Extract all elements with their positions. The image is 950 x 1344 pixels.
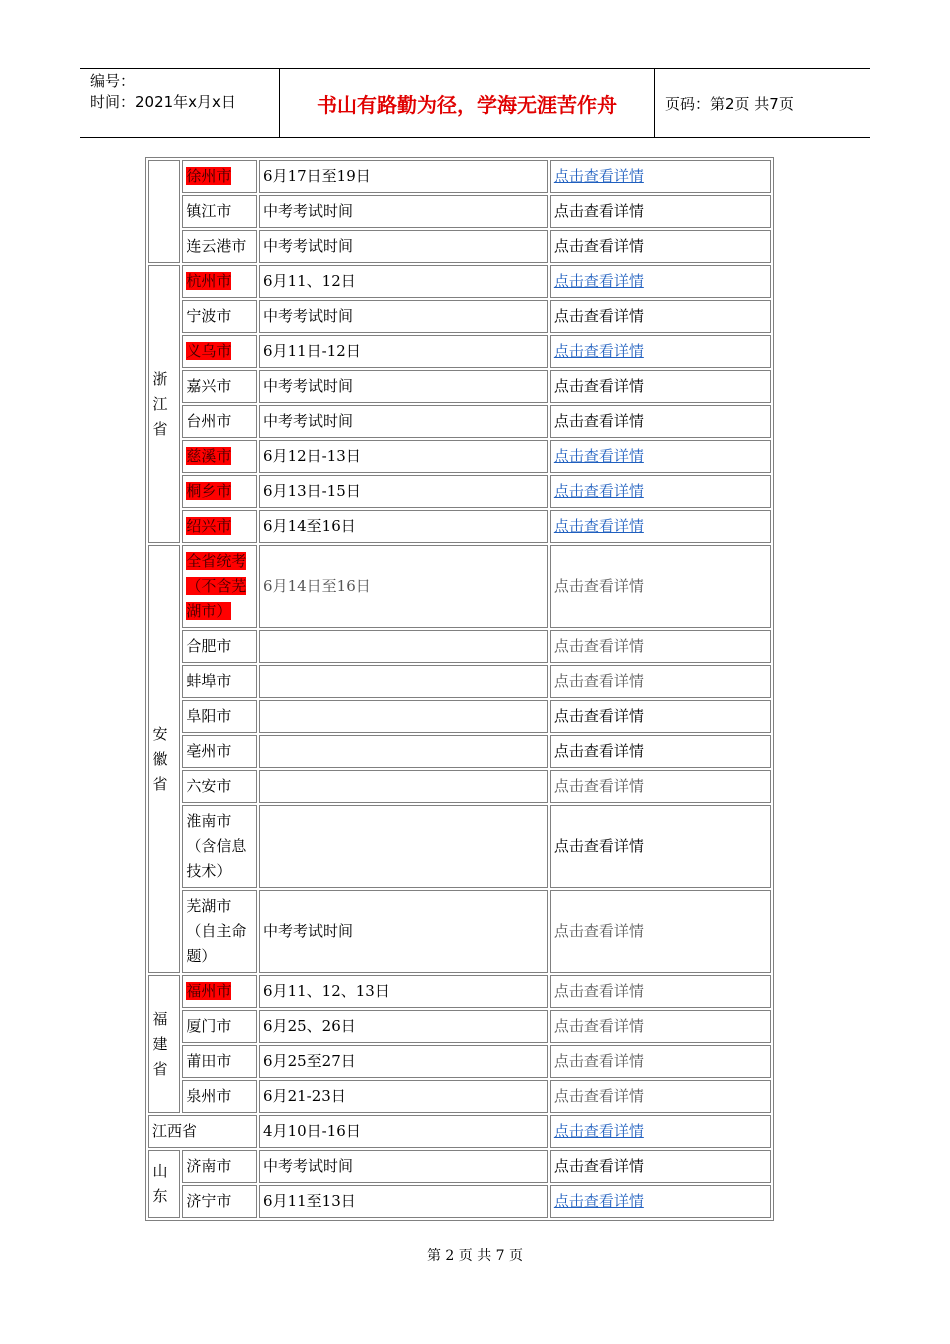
detail-cell: 点击查看详情 <box>550 1010 771 1043</box>
table-row <box>148 665 771 698</box>
city-cell <box>182 440 257 473</box>
detail-cell <box>550 510 771 543</box>
city-cell <box>182 265 257 298</box>
time-cell: 6月17日至19日 <box>259 160 548 193</box>
table-row <box>148 1045 771 1078</box>
detail-link[interactable]: 点击查看详情 <box>553 342 644 360</box>
detail-cell: 点击查看详情 <box>550 770 771 803</box>
header-motto: 书山有路勤为径，学海无涯苦作舟 <box>280 69 655 137</box>
city-cell: 连云港市 <box>182 230 257 263</box>
time-cell: 中考考试时间 <box>259 230 548 263</box>
city-cell <box>182 545 257 628</box>
time-cell: 中考考试时间 <box>259 195 548 228</box>
time-cell: 6月11至13日 <box>259 1185 548 1218</box>
city-cell: 济南市 <box>182 1150 257 1183</box>
detail-cell: 点击查看详情 <box>550 545 771 628</box>
city-cell: 淮南市（含信息技术） <box>182 805 257 888</box>
table-row <box>148 770 771 803</box>
time-cell: 中考考试时间 <box>259 405 548 438</box>
detail-cell: 点击查看详情 <box>550 370 771 403</box>
table-row <box>148 1080 771 1113</box>
province-cell <box>148 265 180 543</box>
table-row <box>148 1185 771 1218</box>
table-row <box>148 805 771 888</box>
table-row <box>148 630 771 663</box>
city-cell <box>182 160 257 193</box>
detail-link[interactable]: 点击查看详情 <box>553 1122 644 1140</box>
detail-link[interactable]: 点击查看详情 <box>553 517 644 535</box>
province-label: 福建省 <box>152 1009 168 1078</box>
city-cell: 泉州市 <box>182 1080 257 1113</box>
province-label: 山东 <box>152 1162 168 1205</box>
detail-cell: 点击查看详情 <box>550 195 771 228</box>
time-cell <box>259 770 548 803</box>
city-label: 绍兴市 <box>186 517 232 535</box>
time-cell: 6月11日-12日 <box>259 335 548 368</box>
city-cell: 六安市 <box>182 770 257 803</box>
detail-cell: 点击查看详情 <box>550 630 771 663</box>
city-cell: 台州市 <box>182 405 257 438</box>
time-cell: 6月11、12日 <box>259 265 548 298</box>
detail-link[interactable]: 点击查看详情 <box>553 447 644 465</box>
detail-cell: 点击查看详情 <box>550 1045 771 1078</box>
province-label: 浙江省 <box>152 369 168 438</box>
table-row <box>148 545 771 628</box>
detail-cell <box>550 475 771 508</box>
city-cell: 芜湖市（自主命题） <box>182 890 257 973</box>
city-label: 桐乡市 <box>186 482 232 500</box>
city-cell: 宁波市 <box>182 300 257 333</box>
table-row <box>148 370 771 403</box>
table-row <box>148 735 771 768</box>
detail-cell: 点击查看详情 <box>550 665 771 698</box>
city-cell <box>182 975 257 1008</box>
exam-schedule-table <box>145 157 774 1221</box>
table-row <box>148 975 771 1008</box>
detail-cell <box>550 160 771 193</box>
province-cell <box>148 160 180 263</box>
time-cell: 6月11、12、13日 <box>259 975 548 1008</box>
time-cell: 6月25、26日 <box>259 1010 548 1043</box>
table-row <box>148 890 771 973</box>
table-row <box>148 160 771 193</box>
time-cell: 6月14至16日 <box>259 510 548 543</box>
city-cell: 合肥市 <box>182 630 257 663</box>
header-meta <box>80 69 280 137</box>
city-label: 杭州市 <box>186 272 232 290</box>
detail-cell: 点击查看详情 <box>550 805 771 888</box>
detail-cell: 点击查看详情 <box>550 230 771 263</box>
detail-cell: 点击查看详情 <box>550 700 771 733</box>
table-row <box>148 195 771 228</box>
table-row <box>148 1150 771 1183</box>
detail-cell <box>550 1185 771 1218</box>
table-row <box>148 440 771 473</box>
table-row <box>148 1010 771 1043</box>
city-label: 全省统考（不含芜湖市） <box>186 552 247 620</box>
city-cell: 阜阳市 <box>182 700 257 733</box>
table-row <box>148 510 771 543</box>
document-number-label: 编号： <box>90 72 136 90</box>
detail-cell: 点击查看详情 <box>550 300 771 333</box>
detail-cell: 点击查看详情 <box>550 975 771 1008</box>
city-cell <box>182 475 257 508</box>
province-cell <box>148 545 180 973</box>
table-row <box>148 405 771 438</box>
time-cell: 中考考试时间 <box>259 300 548 333</box>
time-cell: 6月12日-13日 <box>259 440 548 473</box>
time-cell: 6月13日-15日 <box>259 475 548 508</box>
city-label: 徐州市 <box>186 167 232 185</box>
time-cell <box>259 735 548 768</box>
table-row <box>148 475 771 508</box>
table-row <box>148 300 771 333</box>
detail-link[interactable]: 点击查看详情 <box>553 167 644 185</box>
detail-cell <box>550 1115 771 1148</box>
time-cell <box>259 630 548 663</box>
detail-cell: 点击查看详情 <box>550 405 771 438</box>
table-row <box>148 335 771 368</box>
time-cell: 中考考试时间 <box>259 890 548 973</box>
detail-cell: 点击查看详情 <box>550 735 771 768</box>
time-cell: 中考考试时间 <box>259 370 548 403</box>
city-label: 义乌市 <box>186 342 232 360</box>
city-cell: 蚌埠市 <box>182 665 257 698</box>
page-header <box>80 68 870 138</box>
time-cell: 4月10日-16日 <box>259 1115 548 1148</box>
time-cell: 6月14日至16日 <box>259 545 548 628</box>
detail-link[interactable]: 点击查看详情 <box>553 482 644 500</box>
time-cell: 6月25至27日 <box>259 1045 548 1078</box>
city-cell: 厦门市 <box>182 1010 257 1043</box>
province-cell <box>148 975 180 1113</box>
city-cell: 镇江市 <box>182 195 257 228</box>
detail-link[interactable]: 点击查看详情 <box>553 272 644 290</box>
time-cell: 6月21-23日 <box>259 1080 548 1113</box>
city-label: 福州市 <box>186 982 232 1000</box>
detail-cell: 点击查看详情 <box>550 890 771 973</box>
document-time-label: 时间：2021年x月x日 <box>90 93 236 111</box>
city-cell: 莆田市 <box>182 1045 257 1078</box>
city-cell <box>182 335 257 368</box>
province-cell <box>148 1150 180 1218</box>
detail-cell: 点击查看详情 <box>550 1080 771 1113</box>
detail-cell <box>550 440 771 473</box>
time-cell: 中考考试时间 <box>259 1150 548 1183</box>
table-row <box>148 700 771 733</box>
city-cell: 济宁市 <box>182 1185 257 1218</box>
header-page-label: 页码：第2页 共7页 <box>665 94 794 113</box>
page-footer: 第 2 页 共 7 页 <box>426 1248 524 1264</box>
city-cell: 亳州市 <box>182 735 257 768</box>
time-cell <box>259 805 548 888</box>
time-cell <box>259 700 548 733</box>
table-row <box>148 1115 771 1148</box>
table-row <box>148 265 771 298</box>
time-cell <box>259 665 548 698</box>
city-label: 慈溪市 <box>186 447 232 465</box>
city-cell <box>182 510 257 543</box>
detail-cell <box>550 335 771 368</box>
city-cell: 嘉兴市 <box>182 370 257 403</box>
detail-link[interactable]: 点击查看详情 <box>553 1192 644 1210</box>
table-row <box>148 230 771 263</box>
detail-cell <box>550 265 771 298</box>
detail-cell: 点击查看详情 <box>550 1150 771 1183</box>
province-label: 安徽省 <box>152 724 168 793</box>
province-cell: 江西省 <box>148 1115 257 1148</box>
